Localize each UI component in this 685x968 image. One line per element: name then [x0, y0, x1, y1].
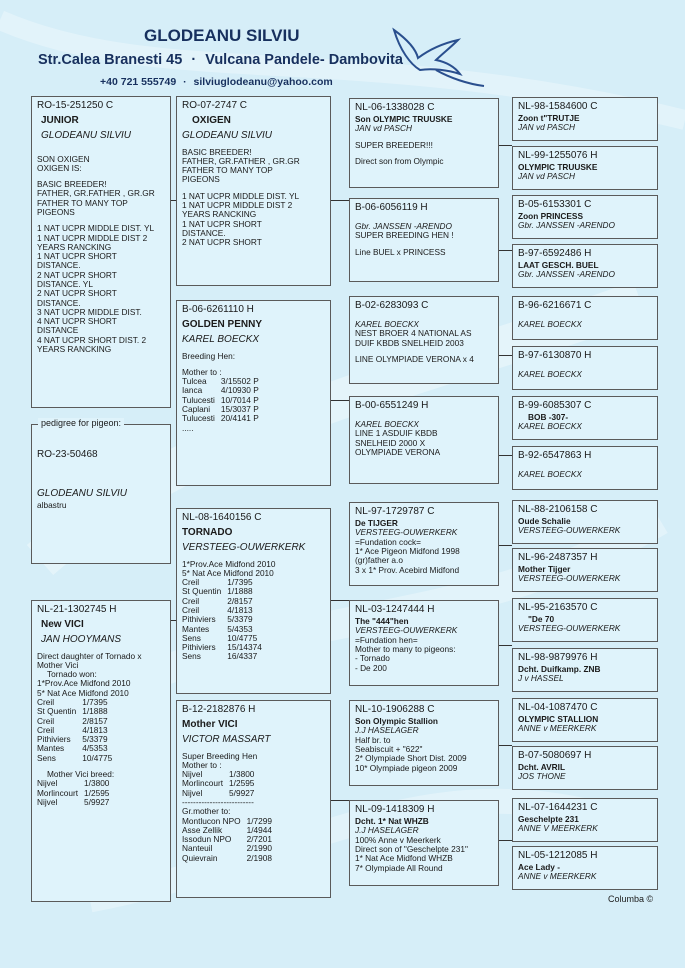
owner-name: KAREL BOECKX [518, 369, 582, 380]
gen4-card-13 [512, 698, 658, 742]
pigeon-name: OLYMPIC TRUUSKE [518, 162, 598, 173]
gen4-card-15 [512, 798, 658, 842]
owner-name: KAREL BOECKX [518, 469, 582, 480]
pigeon-name: Mother VICI [182, 719, 238, 731]
owner-name: GLODEANU SILVIU [41, 130, 132, 142]
pigeon-name: Mother Tijger [518, 564, 571, 575]
results-table: Tulcea 3/15502 P Ianca 4/10930 P Tulucesti 10/7014 P Caplani 15/3037 P Tulucesti 20/4141 P [182, 376, 259, 424]
owner-name: KAREL BOECKX [355, 319, 419, 330]
sire-card [176, 96, 331, 286]
fieldset-ring: RO-23-50468 [37, 449, 98, 460]
ring-number: B-02-6283093 C [355, 300, 429, 311]
gen3-card-3: B-02-6283093 C KAREL BOECKX NEST BROER 4 NATIONAL AS DUIF KBDB SNELHEID 2003 LINE OLYMPIADE VERONA x 4 [349, 296, 499, 384]
gen3-card-2: B-06-6056119 H Gbr. JANSSEN -ARENDO SUPER BREEDING HEN ! Line BUEL x PRINCESS [349, 198, 499, 282]
ring-number: B-96-6216671 C [518, 300, 592, 311]
owner-name: JAN vd PASCH [518, 122, 576, 133]
ring-number: B-99-6085307 C [518, 400, 592, 411]
fieldset-color: albastru [37, 500, 67, 511]
vici-breed-title: Mother Vici breed: [47, 768, 115, 779]
subject-pigeon-card [31, 96, 171, 408]
breeder-address: Str.Calea Branesti 45 [38, 52, 183, 68]
pigeon-notes: BASIC BREEDER! FATHER, GR.FATHER , GR.GR FATHER TO MANY TOP PIGEONS 1 NAT UCPR MIDDLE DIST. YL 1 NAT UCPR MIDDLE DIST 2 YEARS RANCKING 1 NAT UCPR SHORT DISTANCE. 2 NAT UCPR SHORT [182, 146, 300, 248]
breeder-phone: +40 721 555749 [100, 76, 177, 88]
breeder-address-line [38, 52, 403, 68]
ring-number: B-12-2182876 H [182, 704, 256, 715]
gen4-card-12 [512, 648, 658, 692]
grandmother-results-table: Montlucon NPO 1/7299 Asse Zellik 1/4944 Issodun NPO 2/7201 Nanteuil 2/1990 Quievrain 2/1908 [182, 815, 272, 863]
gen4-card-14 [512, 746, 658, 790]
pigeon-name: Zoon PRINCESS [518, 211, 583, 222]
breeder-name: GLODEANU SILVIU [144, 26, 300, 45]
dam-card [31, 600, 171, 902]
gen3-card-1: NL-06-1338028 C Son OLYMPIC TRUUSKE JAN vd PASCH SUPER BREEDER!!! Direct son from Olympic [349, 98, 499, 188]
breeder-contact: +40 721 555749 · silviuglodeanu@yahoo.com [100, 76, 333, 88]
owner-name: ANNE v MEERKERK [518, 871, 597, 882]
owner-name: Gbr. JANSSEN -ARENDO [518, 220, 615, 231]
results-table: Creil 1/7395 St Quentin 1/1888 Creil 2/8157 Creil 4/1813 Pithiviers 5/3379 Mantes 5/4353 Sens 10/4775 Pithiviers 15/14374 Sens 16/4337 [182, 577, 262, 662]
pigeon-name: Oude Schalie [518, 516, 571, 527]
ring-number: NL-98-9879976 H [518, 652, 598, 663]
pedigree-legend: pedigree for pigeon: [38, 418, 124, 428]
owner-name: VERSTEEG-OUWERKERK [518, 623, 621, 634]
pigeon-name: "De 70 [528, 614, 555, 625]
ring-number: RO-15-251250 C [37, 100, 114, 111]
ring-number: NL-07-1644231 C [518, 802, 598, 813]
pigeon-name: Son Olympic Stallion [355, 716, 438, 727]
gen3-card-6: NL-03-1247444 H The "444"hen VERSTEEG-OUWERKERK =Fundation hen= Mother to many to pigeons: - Tornado - De 200 [349, 600, 499, 686]
ring-number: NL-09-1418309 H [355, 804, 435, 815]
pedigree-fieldset [31, 424, 171, 564]
pigeon-name: Dcht. AVRIL [518, 762, 566, 773]
gen4-card-8 [512, 446, 658, 490]
results-table: Nijvel 1/3800 Morlincourt 1/2595 Nijvel 5/9927 [182, 769, 255, 798]
ring-number: NL-03-1247444 H [355, 604, 435, 615]
ring-number: NL-06-1338028 C [355, 102, 435, 113]
vici-breed-table: Nijvel 1/3800 Morlincourt 1/2595 Nijvel 5/9927 [37, 778, 110, 807]
ring-number: NL-95-2163570 C [518, 602, 598, 613]
owner-name: J.J HASELAGER [355, 725, 419, 736]
ring-number: B-06-6261110 H [182, 304, 254, 315]
pigeon-name: Geschelpte 231 [518, 814, 579, 825]
owner-name: VICTOR MASSART [182, 734, 271, 746]
pigeon-name: OLYMPIC STALLION [518, 714, 599, 725]
gen4-card-2 [512, 146, 658, 190]
pigeon-name: LAAT GESCH. BUEL [518, 260, 599, 271]
owner-name: KAREL BOECKX [355, 419, 419, 430]
pigeon-name: JUNIOR [41, 115, 79, 127]
pigeon-name: Dcht. Duifkamp. ZNB [518, 664, 601, 675]
owner-name: GLODEANU SILVIU [182, 130, 273, 142]
pigeon-notes: SON OXIGEN OXIGEN IS: BASIC BREEDER! FATHER, GR.FATHER , GR.GR FATHER TO MANY TOP PIGEONS 1 NAT UCPR MIDDLE DIST. YL 1 NAT UCPR MIDDLE DIST 2 YEARS RANCKING 1 NAT UCPR SHORT DISTANCE. 2 NAT UCPR SHORT DISTANCE. YL 2 NAT UCPR SHORT DISTANCE. 3 NAT UCPR MIDDLE DIST. 4 NAT UCPR SHORT DISTANCE 4 NAT UCPR SHORT DIST. 2 YEARS RANCKING [37, 153, 155, 354]
owner-name: JOS THONE [518, 771, 566, 782]
owner-name: Gbr. JANSSEN -ARENDO [355, 221, 452, 232]
ring-number: NL-88-2106158 C [518, 504, 598, 515]
ring-number: B-97-6592486 H [518, 248, 592, 259]
owner-name: VERSTEEG-OUWERKERK [518, 573, 621, 584]
owner-name: KAREL BOECKX [518, 421, 582, 432]
sire-dam-card: B-06-6261110 H GOLDEN PENNY KAREL BOECKX Breeding Hen: Mother to : Tulcea 3/15502 P Ianca 4/10930 P Tulucesti 10/7014 P Caplani 15/3037 P Tulucesti 20/4141 P ..... [176, 300, 331, 486]
owner-name: JAN vd PASCH [518, 171, 576, 182]
ring-number: B-07-5080697 H [518, 750, 592, 761]
owner-name: VERSTEEG-OUWERKERK [355, 625, 458, 636]
owner-name: ANNE v MEERKERK [518, 723, 597, 734]
gen4-card-1 [512, 97, 658, 141]
gen4-card-6 [512, 346, 658, 390]
footer-credit: Columba © [608, 894, 654, 904]
ring-number: B-97-6130870 H [518, 350, 592, 361]
owner-name: Gbr. JANSSEN -ARENDO [518, 269, 615, 280]
pigeon-name: Ace Lady - [518, 862, 560, 873]
owner-name: J.J HASELAGER [355, 825, 419, 836]
owner-name: JAN vd PASCH [355, 123, 413, 134]
dam-sire-card: NL-08-1640156 C TORNADO VERSTEEG-OUWERKERK 1*Prov.Ace Midfond 2010 5* Nat Ace Midfond 2010 Creil 1/7395 St Quentin 1/1888 Creil 2/8157 Creil 4/1813 Pithiviers 5/3379 Mantes 5/4353 Sens 10/4775 Pithiviers 15/14374 Sens 16/4337 [176, 508, 331, 694]
pigeon-name: BOB -307- [528, 412, 569, 423]
pigeon-name: OXIGEN [192, 115, 231, 127]
dam-dam-card: B-12-2182876 H Mother VICI VICTOR MASSART Super Breeding Hen Mother to : Nijvel 1/3800 Morlincourt 1/2595 Nijvel 5/9927 -------------------------- Gr.mother to: Montlucon NPO 1/7299 Asse Zellik 1/4944 Issodun NPO 2/7201 Nanteuil 2/1990 Quievrain 2/1908 [176, 700, 331, 898]
gen4-card-10 [512, 548, 658, 592]
gen4-card-16 [512, 846, 658, 890]
breeder-email[interactable]: silviuglodeanu@yahoo.com [193, 76, 333, 88]
ring-number: RO-07-2747 C [182, 100, 248, 111]
gen4-card-11 [512, 598, 658, 642]
pigeon-name: TORNADO [182, 527, 233, 539]
owner-name: VERSTEEG-OUWERKERK [355, 527, 458, 538]
ring-number: B-05-6153301 C [518, 199, 592, 210]
pigeon-name: New VICI [41, 619, 84, 631]
owner-name: ANNE V MEERKERK [518, 823, 598, 834]
gen3-card-5: NL-97-1729787 C De TIJGER VERSTEEG-OUWERKERK =Fundation cock= 1* Ace Pigeon Midfond 1998 (gr)father a.o 3 x 1* Prov. Acebird Midfond [349, 502, 499, 586]
pigeon-name: Dcht. 1* Nat WHZB [355, 816, 429, 827]
ring-number: NL-99-1255076 H [518, 150, 598, 161]
owner-name: J v HASSEL [518, 673, 564, 684]
gen4-card-4 [512, 244, 658, 288]
gen4-card-5 [512, 296, 658, 340]
pigeon-name: The "444"hen [355, 616, 409, 627]
gen4-card-3 [512, 195, 658, 239]
pigeon-name: De TIJGER [355, 518, 398, 529]
gen3-card-8: NL-09-1418309 H Dcht. 1* Nat WHZB J.J HASELAGER 100% Anne v Meerkerk Direct son of "Geschelpte 231" 1* Nat Ace Midfond WHZB 7* Olympiade All Round [349, 800, 499, 886]
ring-number: NL-97-1729787 C [355, 506, 435, 517]
owner-name: VERSTEEG-OUWERKERK [518, 525, 621, 536]
fieldset-owner: GLODEANU SILVIU [37, 488, 128, 500]
gen4-card-9 [512, 500, 658, 544]
gen3-card-7: NL-10-1906288 C Son Olympic Stallion J.J HASELAGER Half br. to Seabiscuit + "622" 2* Olympiade Short Dist. 2009 10* Olympiade pigeon 2009 [349, 700, 499, 786]
ring-number: B-92-6547863 H [518, 450, 592, 461]
address-separator: · [191, 52, 197, 68]
owner-name: KAREL BOECKX [182, 334, 260, 346]
ring-number: NL-98-1584600 C [518, 101, 598, 112]
ring-number: B-06-6056119 H [355, 202, 428, 213]
ring-number: NL-21-1302745 H [37, 604, 117, 615]
pigeon-name: GOLDEN PENNY [182, 319, 263, 331]
gen3-card-4: B-00-6551249 H KAREL BOECKX LINE 1 ASDUIF KBDB SNELHEID 2000 X OLYMPIADE VERONA [349, 396, 499, 484]
ring-number: NL-10-1906288 C [355, 704, 435, 715]
owner-name: VERSTEEG-OUWERKERK [182, 542, 306, 554]
gen4-card-7 [512, 396, 658, 440]
dam-intro: Direct daughter of Tornado x Mother Vici Tornado won: 1*Prov.Ace Midfond 2010 5* Nat Ace Midfond 2010 [37, 650, 142, 698]
ring-number: NL-05-1212085 H [518, 850, 598, 861]
pigeon-name: Zoon t"TRUTJE [518, 113, 580, 124]
ring-number: NL-08-1640156 C [182, 512, 262, 523]
ring-number: B-00-6551249 H [355, 400, 429, 411]
results-table: Creil 1/7395 St Quentin 1/1888 Creil 2/8157 Creil 4/1813 Pithiviers 5/3379 Mantes 4/5353 Sens 10/4775 [37, 696, 113, 763]
breeder-city: Vulcana Pandele- Dambovita [205, 52, 403, 68]
pigeon-name: Son OLYMPIC TRUUSKE [355, 114, 453, 125]
ring-number: NL-04-1087470 C [518, 702, 598, 713]
ring-number: NL-96-2487357 H [518, 552, 598, 563]
owner-name: KAREL BOECKX [518, 319, 582, 330]
dove-logo-icon [388, 22, 488, 92]
owner-name: JAN HOOYMANS [41, 634, 122, 646]
